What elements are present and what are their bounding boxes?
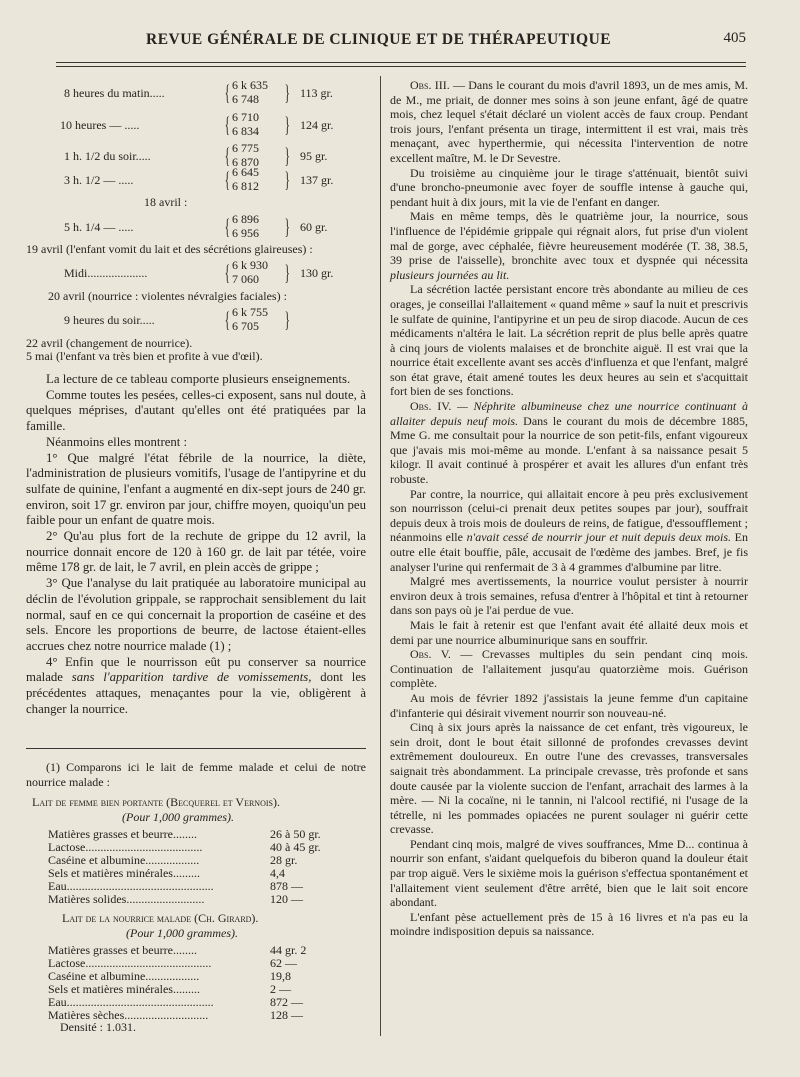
weight-time: 8 heures du matin..... xyxy=(64,86,165,100)
paragraph-text: dont les précédentes attaques, menaçantes pour la vie, obligèrent à changer la nourrice. xyxy=(26,670,366,716)
date-18-april: 18 avril : xyxy=(144,195,188,209)
paragraph xyxy=(390,487,748,575)
row-name: Caséine et albumine.................. xyxy=(48,969,200,983)
journal-title: REVUE GÉNÉRALE DE CLINIQUE ET DE THÉRAPEUTIQUE xyxy=(146,31,612,48)
brace-left: { xyxy=(224,260,230,285)
weight-time: 9 heures du soir..... xyxy=(64,313,155,327)
composition-tables xyxy=(26,795,366,1035)
brace-left: { xyxy=(224,80,230,105)
weight-after: 6 956 xyxy=(232,226,259,240)
paragraph xyxy=(390,78,748,166)
footnote-rule xyxy=(26,748,366,749)
row-name: Sels et matières minérales......... xyxy=(48,982,200,996)
row-value: 128 — xyxy=(270,1008,303,1022)
row-name: Matières grasses et beurre........ xyxy=(48,827,197,841)
brace-left: { xyxy=(224,112,230,137)
obs-label: Obs. V. xyxy=(410,647,451,662)
row-value: 120 — xyxy=(270,892,303,906)
row-value: 44 gr. 2 xyxy=(270,943,307,957)
row-name: Sels et matières minérales......... xyxy=(48,866,200,880)
weight-row xyxy=(26,258,366,288)
weight-gain: 113 gr. xyxy=(300,86,333,100)
page-number: 405 xyxy=(723,30,746,46)
paragraph xyxy=(390,399,748,487)
right-body-text xyxy=(390,78,748,939)
paragraph-text: — Dans le courant du mois d'avril 1893, un de mes amis, M. de M., me priait, de donner mes soins à son jeune enfant, âgé de quatre mois, chez lequel s'était déclaré un violent accès de faux croup. Pendant trois jours, l'enfant présenta un tirage, intermittent il est vrai, mais très menaçant, avec hyperthermie, qui nécessita l'intervention de notre excellent maître, M. le Dr Sevestre. xyxy=(390,78,748,165)
brace-left: { xyxy=(224,143,230,168)
left-body-text xyxy=(26,372,366,717)
row-name: Matières sèches............................ xyxy=(48,1008,209,1022)
obs-label: Obs. IV. xyxy=(410,399,452,414)
paragraph-text: Dans le courant du mois de décembre 1885, Mme G. me consultait pour la nourrice de son petit-fils, enfant vigoureux que j'avais mis moi-même au monde. L'enfant à sa naissance pesait 5 kilogr. Il avait continué à prospérer et avait les allures d'un enfant très robuste. xyxy=(390,413,749,487)
weight-row xyxy=(26,78,366,108)
paragraph: Cinq à six jours après la naissance de cet enfant, très vigoureux, le sein droit, dont le bout était sillonné de profondes crevasses devint extrêmement douloureux. En outre l'une des crevasses, transversales saignait très abondamment. La principale crevasse, très profonde et sans doute causée par la violente succion de l'enfant, arrachait des larmes à la mère. — Ni la cocaïne, ni le tannin, ni l'alcool rectifié, ni l'usage de la tétrelle, ni les pommades opiacées ne purent soulager ni guérir cette crevasse. xyxy=(390,720,748,837)
paragraph-text: 4° Enfin que le nourrisson eût pu conserver sa nourrice malade xyxy=(26,654,366,685)
paragraph: Pendant cinq mois, malgré de vives souffrances, Mme D... continua à nourrir son enfant, s'aidant quelquefois du biberon quand la douleur était par trop aiguë. Vers le sixième mois la guérison s'effectua spontanément et l'allaitement vient seulement d'être arrêté, bien que le lait soit encore abondant. xyxy=(390,836,748,910)
weight-gain: 95 gr. xyxy=(300,149,328,163)
paragraph: L'enfant pèse actuellement près de 15 à 16 livres et n'a pas eu la moindre indisposition depuis sa naissance. xyxy=(390,909,748,939)
obs-label: Obs. III. xyxy=(410,78,450,92)
weight-after: 6 812 xyxy=(232,179,259,193)
weight-before: 6 k 635 xyxy=(232,78,268,92)
footnote-text: (1) Comparons ici le lait de femme malade et celui de notre nourrice malade : xyxy=(26,760,366,789)
paragraph: La lecture de ce tableau comporte plusieurs enseignements. xyxy=(46,372,351,386)
row-value: 878 — xyxy=(270,879,303,893)
row-value: 872 — xyxy=(270,995,303,1009)
brace-right: } xyxy=(284,143,290,168)
weight-after: 6 748 xyxy=(232,92,259,106)
paragraph-text: Mais en même temps, dès le quatrième jour, la nourrice, sous l'influence de l'épidémie grippale qui régnait alors, fut prise d'un violent mal de gorge, avec céphalée, fièvre heureusement modérée (T. 38, 38.5, 39 prise de l'aisselle), bronchite avec toux et dyspnée qui nécessita xyxy=(390,209,748,268)
header-rule xyxy=(56,62,746,63)
weight-before: 6 k 755 xyxy=(232,305,268,319)
brace-right: } xyxy=(284,167,290,192)
paragraph-text: En outre elle était bouffie, pâle, accusait de l'œdème des jambes. Bref, je fis analyser l'urine qui renfermait de 3 à 4 grammes d'albumine par litre. xyxy=(390,530,749,574)
row-value: 26 à 50 gr. xyxy=(270,827,321,841)
paragraph: Du troisième au cinquième jour le tirage s'atténuait, bientôt suivi d'une broncho-pneumonie avec foyer de souffle intense à gauche qui, pendant huit à dix jours, mit la vie de l'enfant en danger. xyxy=(390,165,748,209)
row-value: 19,8 xyxy=(270,969,291,983)
paragraph: Mais le fait à retenir est que l'enfant avait été allaité deux mois et demi par une nourrice albuminurique sans en souffrir. xyxy=(390,617,748,647)
weight-gain: 137 gr. xyxy=(300,173,334,187)
emphasis: sans l'apparition tardive de vomissements, xyxy=(71,670,312,685)
weight-after: 6 834 xyxy=(232,124,259,138)
weight-after: 7 060 xyxy=(232,272,259,286)
weight-after: 6 705 xyxy=(232,319,259,333)
table-2-subtitle: (Pour 1,000 grammes). xyxy=(126,926,238,940)
date-5-may: 5 mai (l'enfant va très bien et profite à vue d'œil). xyxy=(26,349,263,363)
brace-right: } xyxy=(284,112,290,137)
running-header xyxy=(56,28,746,54)
row-value: 4,4 xyxy=(270,866,285,880)
weight-before: 6 710 xyxy=(232,110,259,124)
weight-time: 5 h. 1/4 — ..... xyxy=(64,220,134,234)
weight-time: 10 heures — ..... xyxy=(60,118,140,132)
brace-right: } xyxy=(284,307,290,332)
emphasis: plusieurs journées au lit. xyxy=(390,267,510,282)
weight-gain: 124 gr. xyxy=(300,118,334,132)
table-2-title: Lait de la nourrice malade (Ch. Girard). xyxy=(62,911,259,925)
density: Densité : 1.031. xyxy=(60,1020,136,1034)
weight-gain: 60 gr. xyxy=(300,220,328,234)
weight-before: 6 k 930 xyxy=(232,258,268,272)
paragraph: La sécrétion lactée persistant encore très abondante au milieu de ces orages, je conseillai l'allaitement « quand même » sauf la nuit et prescrivis le sulfate de quinine, l'antipyrine et un peu de sirop diacode. Aucun de ces médicaments n'altéra le lait. La sécrétion reprit de plus belle après quatre à cinq jours de violents malaises et de bronchite aiguë. Il est vrai que la nourrice était excellente avant ses accès d'influenza et que l'enfant, malgré son état grave, était amené toutes les deux heures au sein et s'acquittait fort bien de ses fonctions. xyxy=(390,282,748,399)
weight-row xyxy=(26,165,366,195)
date-20-april: 20 avril (nourrice : violentes névralgies faciales) : xyxy=(48,289,287,303)
weight-before: 6 775 xyxy=(232,141,259,155)
brace-left: { xyxy=(224,167,230,192)
brace-right: } xyxy=(284,214,290,239)
footnote-intro xyxy=(26,760,366,789)
paragraph xyxy=(390,647,748,691)
table-1-title: Lait de femme bien portante (Becquerel et Vernois). xyxy=(32,795,280,809)
weight-table xyxy=(26,78,366,368)
header-rule-thin xyxy=(56,66,746,67)
brace-left: { xyxy=(224,307,230,332)
paragraph: Néanmoins elles montrent : xyxy=(46,434,188,449)
paragraph-text: — Crevasses multiples du sein pendant cinq mois. Continuation de l'allaitement jusqu'au quatorzième mois. Guérison complète. xyxy=(390,647,749,691)
obs-title: — Néphrite albumineuse chez une nourrice continuant à allaiter depuis neuf mois. xyxy=(390,399,749,428)
paragraph: Comme toutes les pesées, celles-ci exposent, sans nul doute, à quelques méprises, d'autant qu'elles ont été pratiquées par la famille. xyxy=(26,387,366,434)
row-name: Lactose.......................................... xyxy=(48,956,212,970)
row-name: Matières solides.......................... xyxy=(48,892,205,906)
date-22-april: 22 avril (changement de nourrice). xyxy=(26,336,193,350)
row-name: Caséine et albumine.................. xyxy=(48,853,200,867)
paragraph: 1° Que malgré l'état fébrile de la nourrice, la diète, l'administration de plusieurs vomitifs, l'usage de l'antipyrine et du sulfate de quinine, l'enfant a augmenté en dix-sept jours de 240 gr. environ, soit 17 gr. environ par jour, chiffre moyen, quoiqu'un peu faible pour un enfant de quatre mois. xyxy=(26,450,366,528)
emphasis: n'avait cessé de nourrir jour et nuit depuis deux mois. xyxy=(466,530,732,545)
paragraph-text: Par contre, la nourrice, qui allaitait encore à peu près exclusivement son nourrisson (celui-ci prenait deux petites soupes par jour), souffrait depuis deux à trois mois de douleurs de reins, de fatigue, d'essoufflement ; néanmoins elle xyxy=(390,486,748,545)
row-value: 28 gr. xyxy=(270,853,298,867)
weight-before: 6 645 xyxy=(232,165,259,179)
row-name: Matières grasses et beurre........ xyxy=(48,943,197,957)
brace-right: } xyxy=(284,260,290,285)
row-name: Eau................................................. xyxy=(48,995,214,1009)
paragraph: 2° Qu'au plus fort de la rechute de grippe du 12 avril, la nourrice donnait encore de 120 à 160 gr. de lait par tétée, voire même 178 gr. de lait, le 7 avril, en plein accès de grippe ; xyxy=(26,529,366,575)
paragraph: Au mois de février 1892 j'assistais la jeune femme d'un capitaine d'infanterie qui désirait vivement nourrir son nouveau-né. xyxy=(390,690,748,720)
column-divider xyxy=(380,76,381,1036)
row-name: Eau................................................. xyxy=(48,879,214,893)
brace-right: } xyxy=(284,80,290,105)
weight-row xyxy=(26,110,366,140)
weight-time: Midi.................... xyxy=(64,266,148,280)
paragraph: Malgré mes avertissements, la nourrice voulut persister à nourrir environ deux à trois semaines, refusa d'entrer à l'hôpital et tint à retourner dans son pays où je l'ai perdue de vue. xyxy=(390,574,748,618)
weight-time: 3 h. 1/2 — ..... xyxy=(64,173,134,187)
weight-after: 6 870 xyxy=(232,155,259,169)
weight-row xyxy=(26,212,366,242)
date-19-april: 19 avril (l'enfant vomit du lait et des sécrétions glaireuses) : xyxy=(26,242,313,256)
weight-gain: 130 gr. xyxy=(300,266,334,280)
weight-before: 6 896 xyxy=(232,212,259,226)
brace-left: { xyxy=(224,214,230,239)
paragraph xyxy=(390,209,748,282)
paragraph: 3° Que l'analyse du lait pratiquée au laboratoire municipal au déclin de l'évolution grippale, se rapprochait sensiblement du lait normal, sauf en ce qui concernait la proportion de caséine et des sels. Encore les proportions de beurre, de lactose étaient-elles accrues chez notre nourrice malade (1) ; xyxy=(26,576,366,653)
weight-time: 1 h. 1/2 du soir..... xyxy=(64,149,151,163)
row-value: 2 — xyxy=(270,982,291,996)
weight-row xyxy=(26,305,366,335)
paragraph xyxy=(26,655,366,718)
row-name: Lactose....................................... xyxy=(48,840,203,854)
table-1-subtitle: (Pour 1,000 grammes). xyxy=(122,810,234,824)
row-value: 62 — xyxy=(270,956,297,970)
row-value: 40 à 45 gr. xyxy=(270,840,321,854)
